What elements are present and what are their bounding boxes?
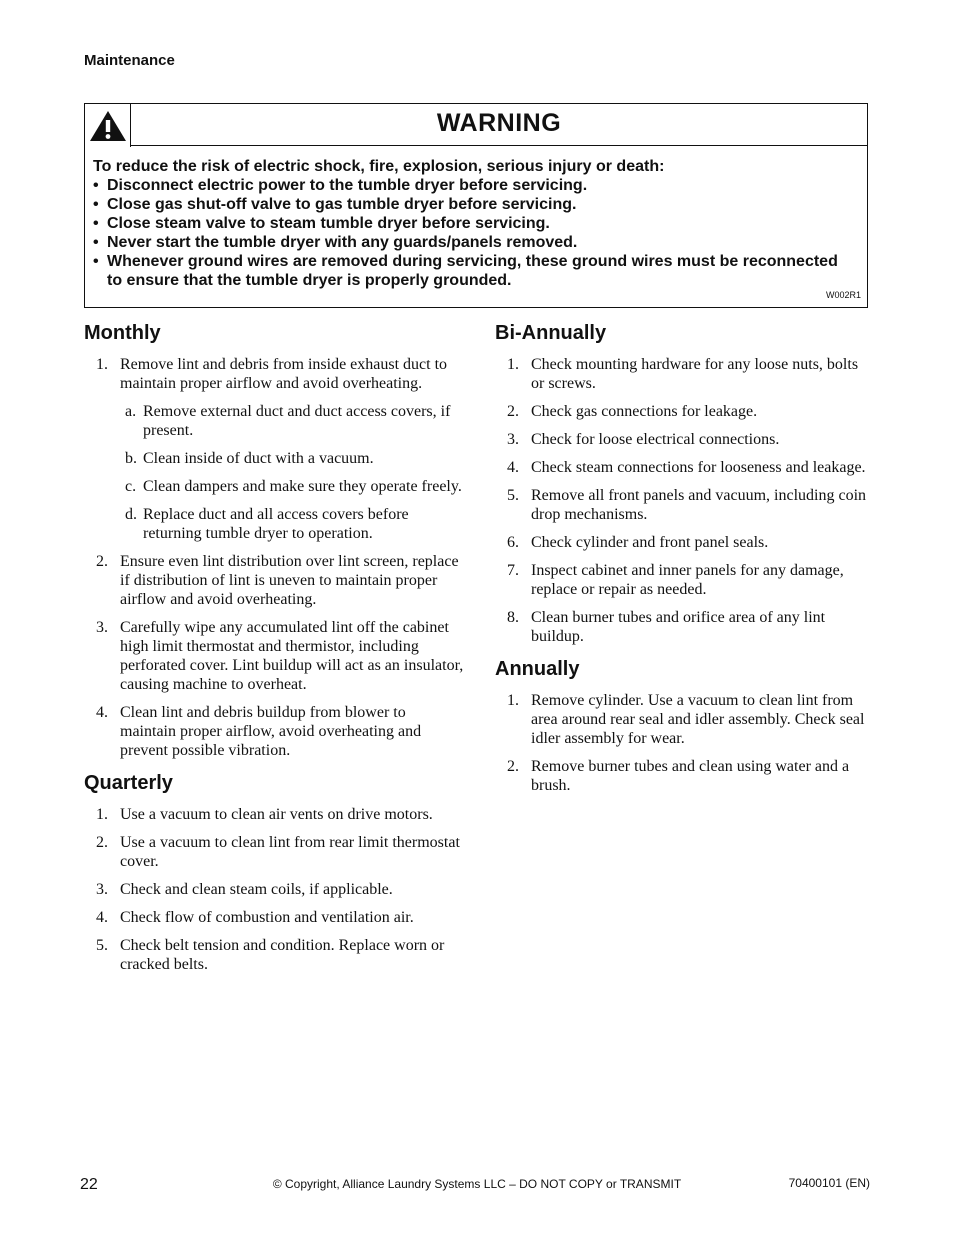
list-item — [84, 908, 464, 927]
warning-item: • Never start the tumble dryer with any guards/panels removed. — [93, 233, 857, 252]
step-text: Remove burner tubes and clean using water and a brush. — [531, 758, 850, 794]
warning-title: WARNING — [436, 109, 562, 137]
step-text: Carefully wipe any accumulated lint off the cabinet high limit thermostat and thermistor, including perforated cover. Lint buildup will act as an insulator, causing machine to overheat. — [120, 619, 464, 693]
step-number: 4. — [507, 459, 519, 476]
step-number: 6. — [507, 534, 519, 551]
step-number: 8. — [507, 609, 519, 626]
list-item — [495, 355, 875, 393]
step-text: Check belt tension and condition. Replace worn or cracked belts. — [120, 937, 445, 973]
step-text: Check and clean steam coils, if applicable. — [120, 881, 393, 898]
step-text: Ensure even lint distribution over lint screen, replace if distribution of lint is uneven to maintain proper airflow and avoid overheating. — [120, 553, 459, 608]
document-number: 70400101 (EN) — [788, 1176, 870, 1190]
warning-item: • Close steam valve to steam tumble dryer before servicing. — [93, 214, 857, 233]
sub-list — [120, 402, 464, 543]
annually-list — [495, 691, 875, 795]
warning-box — [84, 103, 868, 308]
step-text: Remove lint and debris from inside exhaust duct to maintain proper airflow and avoid overheating. — [120, 356, 448, 392]
list-item — [84, 552, 464, 609]
sub-text: Clean inside of duct with a vacuum. — [143, 450, 374, 467]
step-number: 1. — [507, 692, 519, 709]
step-text: Clean lint and debris buildup from blower to maintain proper airflow, avoid overheating and prevent possible vibration. — [120, 704, 422, 759]
step-text: Check cylinder and front panel seals. — [531, 534, 769, 551]
sub-item — [120, 505, 464, 543]
step-number: 1. — [96, 356, 108, 373]
step-number: 7. — [507, 562, 519, 579]
warning-title-rule — [131, 145, 867, 146]
warning-header — [85, 104, 867, 147]
sub-letter: d. — [125, 506, 137, 523]
bi-annually-heading: Bi-Annually — [495, 322, 607, 344]
step-number: 2. — [96, 834, 108, 851]
step-number: 2. — [96, 553, 108, 570]
step-text: Check mounting hardware for any loose nuts, bolts or screws. — [531, 356, 859, 392]
step-text: Use a vacuum to clean air vents on drive motors. — [120, 806, 433, 823]
step-number: 2. — [507, 403, 519, 420]
sub-text: Replace duct and all access covers before returning tumble dryer to operation. — [143, 506, 409, 542]
step-number: 2. — [507, 758, 519, 775]
list-item — [84, 355, 464, 543]
warning-triangle-icon — [85, 104, 131, 147]
right-column — [495, 322, 875, 804]
list-item — [495, 691, 875, 748]
warning-code: W002R1 — [825, 290, 861, 300]
monthly-heading: Monthly — [84, 322, 161, 344]
sub-letter: c. — [125, 478, 137, 495]
step-number: 3. — [96, 619, 108, 636]
step-number: 5. — [96, 937, 108, 954]
step-text: Remove cylinder. Use a vacuum to clean lint from area around rear seal and idler assembly. Check seal idler assembly for wear. — [531, 692, 865, 747]
sub-item — [120, 477, 464, 496]
list-item — [495, 430, 875, 449]
step-number: 3. — [507, 431, 519, 448]
annually-heading: Annually — [495, 658, 580, 680]
list-item — [495, 561, 875, 599]
bi-annually-list — [495, 355, 875, 646]
list-item — [84, 703, 464, 760]
list-item — [84, 618, 464, 694]
list-item — [495, 458, 875, 477]
step-text: Remove all front panels and vacuum, including coin drop mechanisms. — [531, 487, 867, 523]
left-column — [84, 322, 464, 983]
step-number: 5. — [507, 487, 519, 504]
quarterly-list — [84, 805, 464, 974]
warning-item: • Close gas shut-off valve to gas tumble dryer before servicing. — [93, 195, 857, 214]
list-item — [495, 533, 875, 552]
sub-letter: a. — [125, 403, 137, 420]
list-item — [495, 608, 875, 646]
warning-intro: To reduce the risk of electric shock, fire, explosion, serious injury or death: — [93, 158, 665, 175]
list-item — [495, 757, 875, 795]
sub-text: Remove external duct and duct access covers, if present. — [143, 403, 451, 439]
quarterly-heading: Quarterly — [84, 772, 173, 794]
sub-text: Clean dampers and make sure they operate freely. — [143, 478, 462, 495]
sub-letter: b. — [125, 450, 137, 467]
step-text: Check steam connections for looseness and leakage. — [531, 459, 866, 476]
warning-list — [93, 176, 857, 290]
step-number: 1. — [96, 806, 108, 823]
warning-item: • Whenever ground wires are removed during servicing, these ground wires must be reconnected to ensure that the tumble dryer is properly grounded. — [93, 252, 857, 290]
list-item — [84, 880, 464, 899]
page-number: 22 — [80, 1176, 98, 1193]
warning-body — [93, 157, 857, 290]
list-item — [84, 833, 464, 871]
monthly-list — [84, 355, 464, 760]
list-item — [84, 805, 464, 824]
step-number: 4. — [96, 704, 108, 721]
step-number: 4. — [96, 909, 108, 926]
list-item — [495, 486, 875, 524]
step-text: Clean burner tubes and orifice area of any lint buildup. — [531, 609, 826, 645]
step-text: Use a vacuum to clean lint from rear limit thermostat cover. — [120, 834, 460, 870]
list-item — [84, 936, 464, 974]
sub-item — [120, 449, 464, 468]
step-text: Check flow of combustion and ventilation air. — [120, 909, 414, 926]
step-number: 3. — [96, 881, 108, 898]
sub-item — [120, 402, 464, 440]
step-text: Inspect cabinet and inner panels for any damage, replace or repair as needed. — [531, 562, 844, 598]
copyright-notice: © Copyright, Alliance Laundry Systems LLC – DO NOT COPY or TRANSMIT — [272, 1177, 682, 1191]
step-text: Check gas connections for leakage. — [531, 403, 758, 420]
section-label: Maintenance — [84, 52, 175, 69]
warning-item: • Disconnect electric power to the tumble dryer before servicing. — [93, 176, 857, 195]
list-item — [495, 402, 875, 421]
step-text: Check for loose electrical connections. — [531, 431, 780, 448]
step-number: 1. — [507, 356, 519, 373]
